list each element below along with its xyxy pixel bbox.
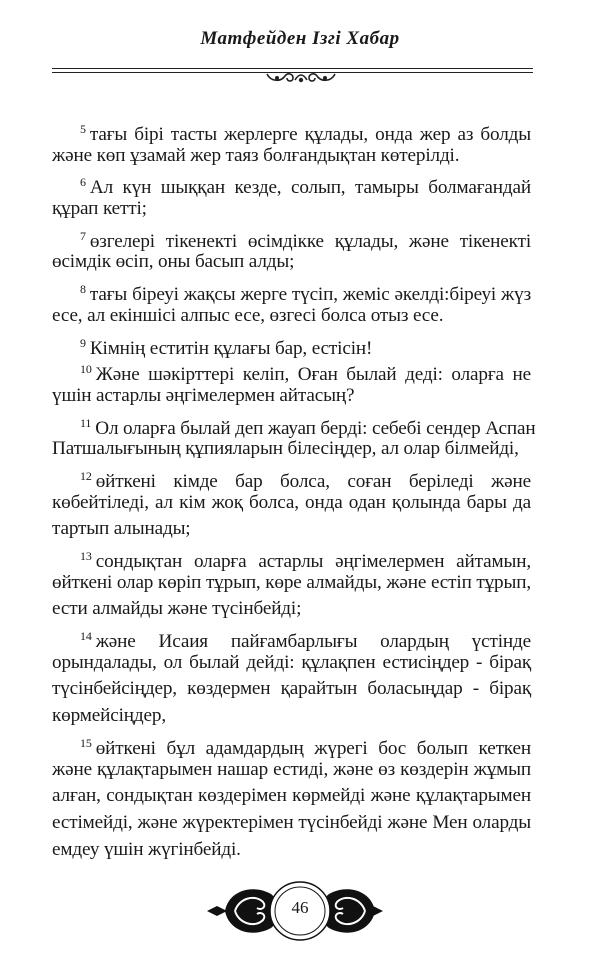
verse-number: 14 bbox=[80, 629, 92, 644]
verse-13 bbox=[52, 543, 531, 623]
verse-text: $^9$ Кімнің еститін құлағы бар, естісін! bbox=[80, 335, 373, 359]
verse-text: және көп ұзамай жер таяз болғандықтан көтерілді. bbox=[52, 144, 460, 166]
verse-text: құрап кетті; bbox=[52, 198, 147, 220]
running-head-title: Матфейден Ізгі Хабар bbox=[200, 28, 400, 49]
verse-number: 6 bbox=[80, 175, 86, 190]
page-number: 46 bbox=[291, 898, 309, 917]
verse-text: есе, ал екіншісі алпыс есе, өзгесі болса отыз есе. bbox=[52, 304, 444, 326]
verse-number: 10 bbox=[80, 362, 92, 377]
verse-text: $^{13}$ сондықтан оларға астарлы әңгімелермен айтамын, bbox=[80, 549, 531, 572]
verse-text: $^{14}$ және Исаия пайғамбарлығы олардың үстінде bbox=[80, 629, 531, 653]
verse-text: және құлақтарымен нашар естиді, және өз көздерін жұмып bbox=[52, 758, 531, 780]
verse-text: Патшалығының құпияларын білесіңдер, ал олар білмейді, bbox=[52, 438, 519, 460]
verse-text: естімейді, және жүректерімен түсінбейді және Мен оларды bbox=[52, 811, 531, 833]
verse-text: емдеу үшін жүгінбейді. bbox=[52, 838, 241, 860]
verse-text: өсімдік өсіп, оны басып алды; bbox=[52, 251, 295, 273]
verse-6 bbox=[52, 169, 531, 222]
verse-text: көрмейсіңдер, bbox=[52, 705, 166, 727]
verse-text: түсінбейсіңдер, көздермен қарайтын боласыңдар - бірақ bbox=[52, 678, 531, 700]
header-ornament-icon bbox=[263, 68, 339, 88]
verse-text: $^8$ тағы біреуі жақсы жерге түсіп, жеміс әкелді:біреуі жүз bbox=[80, 282, 531, 306]
verse-text: ести алмайды және түсінбейді; bbox=[52, 598, 302, 620]
verse-9 bbox=[52, 330, 531, 357]
verse-text: орындалады, ол былай дейді: құлақпен естисіңдер - бірақ bbox=[52, 651, 531, 673]
verse-text: алған, сондықтан көздерімен көрмейді және құлақтарымен bbox=[52, 785, 531, 807]
verse-text: $^{10}$ Және шәкірттері келіп, Оған былай деді: оларға не bbox=[80, 362, 531, 386]
verse-text: $^{15}$ өйткені бұл адамдардың жүрегі бос болып кеткен bbox=[80, 735, 531, 759]
verse-number: 11 bbox=[80, 415, 92, 430]
verse-8 bbox=[52, 276, 531, 329]
verse-number: 5 bbox=[80, 122, 86, 136]
verse-14 bbox=[52, 623, 531, 730]
verse-text: $^{11}$ Ол оларға былай деп жауап берді: себебі сендер Аспан bbox=[80, 415, 536, 439]
verse-text: $^6$ Ал күн шыққан кезде, солып, тамыры болмағандай bbox=[80, 175, 531, 199]
verse-number: 9 bbox=[80, 335, 86, 350]
verse-number: 13 bbox=[80, 549, 92, 563]
verse-10 bbox=[52, 356, 531, 409]
verse-12 bbox=[52, 463, 531, 543]
verse-number: 7 bbox=[80, 228, 86, 243]
verse-text: көбейтіледі, ал кім жоқ болса, онда одан қолында бары да bbox=[52, 491, 531, 513]
verse-7 bbox=[52, 223, 531, 276]
verse-number: 15 bbox=[80, 735, 92, 750]
verse-text: $^{12}$ өйткені кімде бар болса, соған беріледі және bbox=[80, 468, 531, 492]
verse-text: $^7$ өзгелері тікенекті өсімдікке құлады, және тікенекті bbox=[80, 228, 531, 252]
verse-text: тартып алынады; bbox=[52, 518, 191, 540]
verse-5 bbox=[52, 116, 531, 169]
verse-text: өйткені олар көріп тұрып, көре алмайды, және естіп тұрып, bbox=[52, 571, 531, 593]
verse-number: 12 bbox=[80, 468, 92, 483]
scripture-text bbox=[52, 116, 536, 863]
verse-text: үшін астарлы әңгімелермен айтасың? bbox=[52, 384, 355, 406]
verse-number: 8 bbox=[80, 282, 86, 297]
verse-text: $^5$ тағы бірі тасты жерлерге құлады, онда жер аз болды bbox=[80, 122, 531, 145]
verse-15 bbox=[52, 730, 531, 863]
verse-11 bbox=[52, 410, 536, 463]
